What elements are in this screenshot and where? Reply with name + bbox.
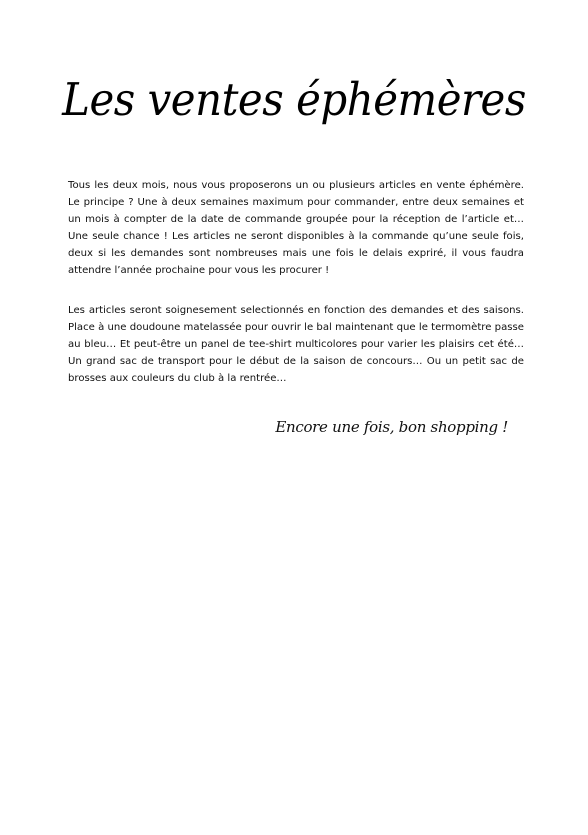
page-title: Les ventes éphémères [62, 73, 526, 126]
paragraph-intro: Tous les deux mois, nous vous proposerons un ou plusieurs articles en vente éphémère. Le principe ? Une à deux semaines maximum pour commander, entre deux semaines et un mois à compter de la date de commande groupée pour la réception de l’article et… Une seule chance ! Les articles ne seront disponibles à la commande qu’une seule fois, deux si les demandes sont nombreuses mais une fois le delais expriré, il vous faudra attendre l’année prochaine pour vous les procurer ! [68, 180, 524, 276]
paragraph-articles: Les articles seront soignesement selectionnés en fonction des demandes et des saisons. Place à une doudoune matelassée pour ouvrir le bal maintenant que le termomètre passe au bleu… Et peut-être un panel de tee-shirt multicolores pour varier les plaisirs cet été… Un grand sac de transport pour le début de la saison de concours… Ou un petit sac de brosses aux couleurs du club à la rentrée… [68, 305, 524, 384]
closing-line: Encore une fois, bon shopping ! [275, 418, 508, 436]
